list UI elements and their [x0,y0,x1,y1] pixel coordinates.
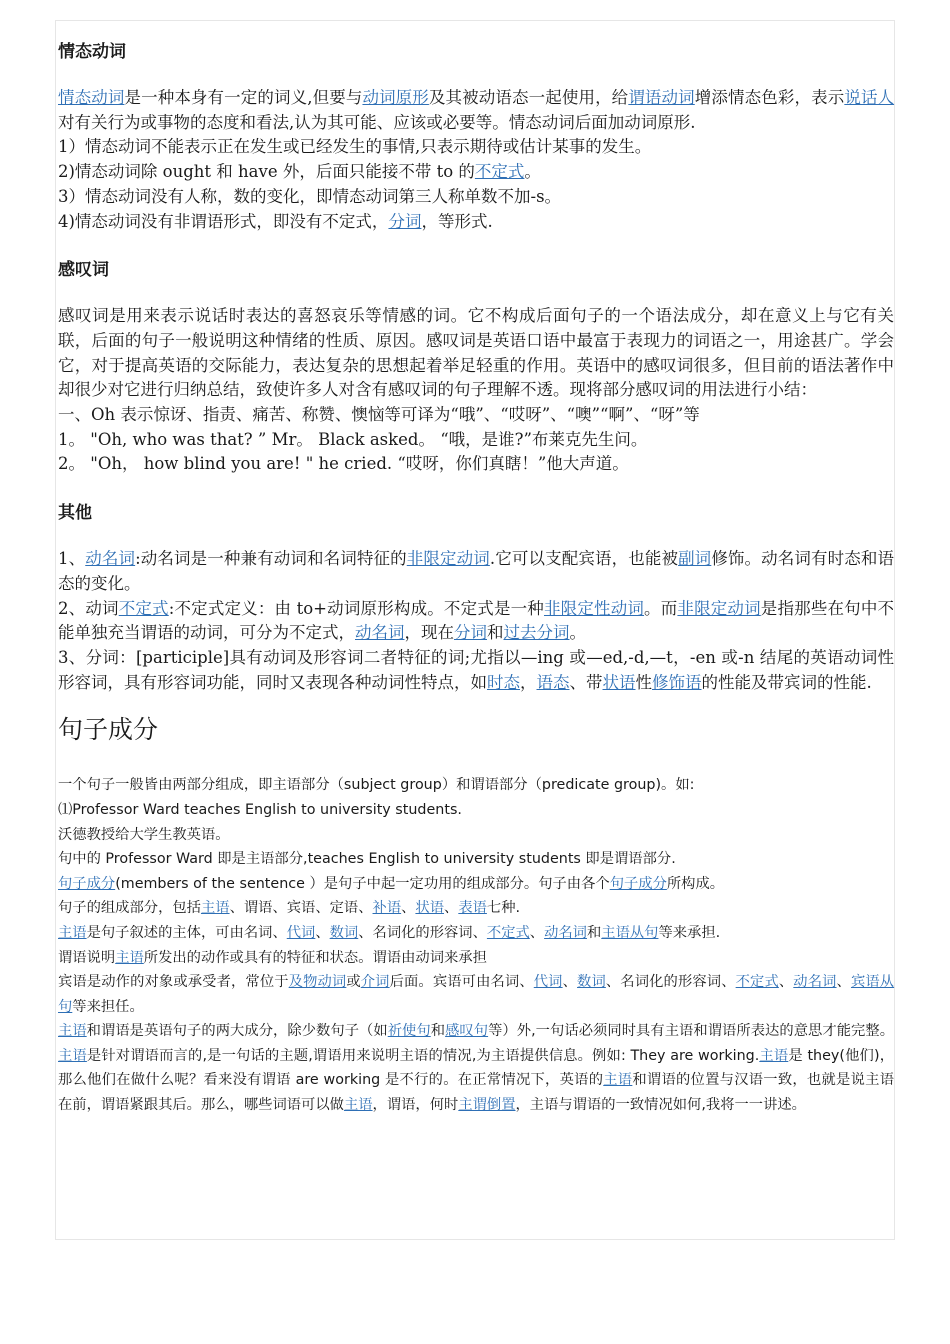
paragraph [58,646,894,695]
text-line [58,773,894,798]
text-run: 增添情态色彩，表示 [694,88,845,107]
term-link[interactable]: 分词 [454,623,487,643]
text-line [58,452,894,477]
term-link[interactable]: 不定式 [735,974,779,991]
term-link[interactable]: 动名词 [85,549,136,569]
text-line [58,428,894,453]
term-link[interactable]: 状语 [415,900,445,917]
term-link[interactable]: 时态 [487,672,520,692]
text-line [58,160,894,185]
text-run: 、 [778,974,794,991]
text-run: 2)情态动词除 ought 和 have 外，后面只能接不带 to 的 [58,162,475,182]
term-link[interactable]: 句子成分 [58,875,116,892]
text-line [58,896,894,921]
text-run: 所构成。 [666,875,725,892]
paragraph [58,547,894,596]
text-run: 1。 "Oh, who was that? ” Mr。 Black asked。 “哦，是谁?”布莱克先生问。 [58,429,648,449]
text-run: 、名词化的形容词、 [358,924,487,941]
term-link[interactable]: 分词 [388,211,422,231]
term-link[interactable]: 主语 [200,900,230,917]
paragraph [58,304,894,403]
text-run: 、 [315,924,330,941]
text-run: 、 [529,924,545,941]
text-run: 性 [635,672,652,692]
term-link[interactable]: 祈使句 [387,1023,431,1040]
text-run: 和 [430,1023,446,1040]
text-run: 宾语是动作的对象或承受者，常位于 [58,974,289,991]
text-run: 等）外,一句话必须同时具有主语和谓语所表达的意思才能完整。 [488,1023,895,1040]
text-line [58,185,894,210]
term-link[interactable]: 副词 [678,549,712,569]
text-run: 。而 [644,598,678,618]
text-run: 感叹词是用来表示说话时表达的喜怒哀乐等情感的词。它不构成后面句子的一个语法成分，却在意义上与它有关联，后面的句子一般说明这种情绪的性质、原因。感叹词是英语口语中最富于表现力的词语之一，用途甚广。学会它，对于提高英语的交际能力，表达复杂的思想起着举足轻重的作用。英语中的感叹词很多，但目前的语法著作中却很少对它进行归纳总结，致使许多人对含有感叹词的句子理解不透。现将部分感叹词的用法进行小结： [58,306,894,400]
term-link[interactable]: 过去分词 [503,623,570,643]
term-link[interactable]: 补语 [372,900,402,917]
text-run: ，等形式. [421,211,493,231]
text-run: 是 they(他们)，那么他们在做什么呢？看来没有谓语 are working 是不行的。在正常情况下，英语的 [58,1047,895,1089]
text-run: 沃德教授给大学生教英语。 [58,826,230,843]
text-run: 、谓语、宾语、定语、 [229,900,373,917]
section-title-modal-verbs: 情态动词 [58,42,126,62]
term-link[interactable]: 不定式 [118,598,169,618]
sentence-elements-body [58,773,894,1117]
text-run: 一、Oh 表示惊讶、指责、痛苦、称赞、懊恼等可译为“哦”、“哎呀”、“噢”“啊”、“呀”等 [58,405,700,425]
term-link[interactable]: 及物动词 [288,974,347,991]
term-link[interactable]: 主语 [58,1023,87,1040]
list-block [58,403,894,477]
text-run: 七种. [486,900,521,917]
list-block [58,135,894,234]
term-link[interactable]: 动名词 [793,974,837,991]
term-link[interactable]: 谓语动词 [628,88,695,107]
text-run: 谓语说明 [58,949,116,966]
term-link[interactable]: 情态动词 [58,88,125,107]
term-link[interactable]: 主语从句 [601,924,659,941]
text-run: 是指那些在句中不能单独充当谓语的动词，可分为不定式， [58,598,895,643]
term-link[interactable]: 修饰语 [652,672,702,692]
text-line [58,823,894,848]
text-run: 和谓语的位置与汉语一致，也就是说主语在前，谓语紧跟其后。那么，哪些词语可以做 [58,1072,894,1114]
text-line [58,1019,894,1117]
term-link[interactable]: 说话人 [844,88,895,107]
term-link[interactable]: 宾语从句 [58,974,895,1015]
text-run: :动名词是一种兼有动词和名词特征的 [135,549,407,569]
term-link[interactable]: 语态 [536,672,570,692]
term-link[interactable]: 非限定性动词 [543,598,645,618]
term-link[interactable]: 非限定动词 [406,549,490,569]
text-run: 及其被动语态一起使用，给 [428,88,629,107]
term-link[interactable]: 主语 [58,924,87,941]
term-link[interactable]: 动名词 [544,924,587,941]
text-run: 和 [487,623,504,643]
text-run: 2、动词 [58,598,119,618]
text-run: 句中的 Professor Ward 即是主语部分,teaches English to university students 即是谓语部分. [58,851,676,868]
text-line [58,798,894,823]
term-link[interactable]: 不定式 [486,924,530,941]
term-link[interactable]: 代词 [286,924,316,941]
text-run: :不定式定义：由 to+动词原形构成。不定式是一种 [168,598,544,618]
term-link[interactable]: 数词 [329,924,359,941]
term-link[interactable]: 数词 [577,974,606,991]
term-link[interactable]: 不定式 [474,162,525,182]
text-run: ⑴Professor Ward teaches English to university students. [58,801,462,818]
text-run: 句子的组成部分，包括 [58,900,201,917]
section-title-interjections: 感叹词 [58,260,109,281]
term-link[interactable]: 主语 [603,1072,633,1089]
text-run: ，主语与谓语的一致情况如何,我将一一讲述。 [515,1097,806,1114]
text-run: .它可以支配宾语，也能被 [489,549,679,569]
text-run: 3、分词：[participle]具有动词及形容词二者特征的词;尤指以—ing 或—ed,-d,—t，-en 或-n 结尾的英语动词性形容词，具有形容词功能，同时又表现各种动词性特点，如 [58,647,894,692]
text-run: 是句子叙述的主体，可由名词、 [86,924,287,941]
text-run: 一个句子一般皆由两部分组成，即主语部分（subject group）和谓语部分（predicate group)。如: [58,777,695,794]
text-run: 。 [569,623,586,643]
text-line [58,872,894,897]
text-run: 。 [524,162,541,182]
text-run: 、 [562,974,578,991]
text-line [58,921,894,946]
heading-sentence-elements: 句子成分 [58,715,159,745]
term-link[interactable]: 主语 [115,949,144,966]
text-run: 是一种本身有一定的词义,但要与 [124,88,363,107]
term-link[interactable]: 感叹句 [445,1023,489,1040]
text-line [58,210,894,235]
text-run: 和 [586,924,602,941]
text-run: 1、 [58,549,86,569]
term-link[interactable]: 表语 [458,900,487,917]
text-run: 、 [401,900,416,917]
paragraph [58,597,894,646]
term-link[interactable]: 非限定动词 [677,598,761,618]
text-run: 和谓语是英语句子的两大成分，除少数句子（如 [86,1023,388,1040]
text-run: 或 [346,974,361,991]
section-title-others: 其他 [58,503,92,524]
term-link[interactable]: 主语 [58,1047,87,1064]
term-link[interactable]: 句子成分 [609,875,667,892]
term-link[interactable]: 主语 [759,1047,789,1064]
text-run: 2。 "Oh， how blind you are! " he cried. “哎呀，你们真瞎！”他大声道。 [58,454,629,474]
term-link[interactable]: 主谓倒置 [458,1097,516,1114]
text-run: 等来承担. [658,924,721,941]
term-link[interactable]: 动词原形 [362,88,429,107]
text-run: 等来担任。 [72,998,144,1015]
text-run: 、 [836,974,851,991]
paragraph [58,86,894,135]
text-run: ，谓语，何时 [372,1097,459,1114]
text-run: (members of the sentence ）是句子中起一定功用的组成部分。句子由各个 [115,875,610,892]
text-run: 的性能及带宾词的性能. [701,672,872,692]
term-link[interactable]: 主语 [343,1097,373,1114]
text-run: 是针对谓语而言的,是一句话的主题,谓语用来说明主语的情况,为主语提供信息。例如: They are working. [86,1047,760,1064]
text-run: ， [520,672,537,692]
text-line [58,403,894,428]
document-body [58,40,894,1118]
text-line [58,135,894,160]
text-run: 、名词化的形容词、 [605,974,736,991]
term-link[interactable]: 代词 [533,974,563,991]
term-link[interactable]: 动名词 [355,623,405,643]
text-run: 、 [444,900,459,917]
text-run: 4)情态动词没有非谓语形式，即没有不定式， [58,211,389,231]
text-line [58,970,894,1019]
term-link[interactable]: 介词 [360,974,390,991]
text-run: 修饰。动名词有时态和语态的变化。 [58,549,895,593]
text-line [58,946,894,971]
text-run: 、带 [569,672,603,692]
text-run: ，现在 [404,623,454,643]
text-run: 1）情态动词不能表示正在发生或已经发生的事情,只表示期待或估计某事的发生。 [58,137,652,157]
text-run: 后面。宾语可由名词、 [389,974,534,991]
text-run: 3）情态动词没有人称，数的变化，即情态动词第三人称单数不加-s。 [58,186,562,206]
text-run: 对有关行为或事物的态度和看法,认为其可能、应该或必要等。情态动词后面加动词原形. [58,112,696,132]
text-line [58,847,894,872]
text-run: 所发出的动作或具有的特征和状态。谓语由动词来承担 [143,949,487,966]
term-link[interactable]: 状语 [602,672,636,692]
